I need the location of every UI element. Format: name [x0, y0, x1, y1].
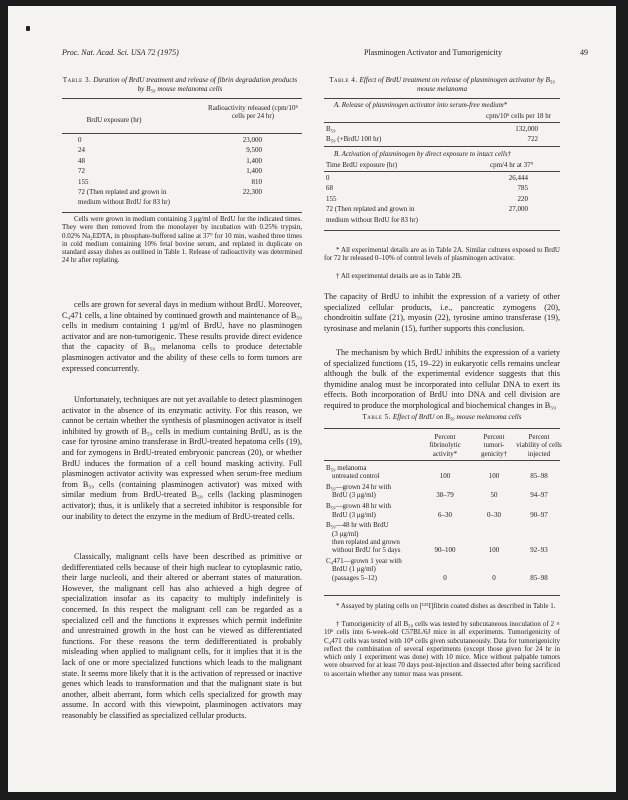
table5-row-label: B₅₉—grown 48 hr with	[326, 502, 391, 511]
table5-label: Table 5.	[362, 413, 392, 421]
left-paragraph-3: Classically, malignant cells have been described as primitive or dedifferentiated cells because of their high nuclear to cytoplasmic ratio, their large nucleoli, and their altered or aberrant states of maturation. However, the malignant cell has also achieved a high degree of specialization insofar as its capacity to multiply indefinitely is concerned. In this respect the malignant cell can be regarded as a specialized cell and the functions it expresses which permit indefinite and unrestrained growth in the host can be viewed as differentiated functions. For these reasons the term dedifferentiated is probably misleading when applied to malignant cells, for it implies that it is the lack of one or more specialized functions which leads to the malignant state. It seems more likely that it is the activation of repressed or inactive genes which leads to transformation and that the malignant state is but another, albeit aberrant, form which cells specialized for growth may assume. In accord with this viewpoint, plasminogen activators may reasonably be classified as specialized cellular products.	[62, 552, 302, 720]
table3-col1-header: BrdU exposure (hr)	[86, 116, 142, 124]
table4-section-a-title: A. Release of plasminogen activator into serum-free medium*	[334, 101, 508, 109]
table4b-row-label: 68	[326, 184, 333, 193]
table5-row-label: B₅₉—grown 24 hr with	[326, 483, 391, 492]
table5-row-tumorigenicity: 50	[490, 491, 498, 500]
scan-mark	[26, 26, 30, 31]
table4-section-b-col1: Time BrdU exposure (hr)	[326, 161, 398, 169]
table4b-row-value: 220	[517, 194, 528, 203]
table4-b-rule	[324, 171, 560, 172]
table4a-row-label: B₅₉	[326, 125, 336, 133]
table3-caption	[60, 76, 300, 93]
table3-top-rule	[62, 98, 302, 99]
table3-header-rule	[62, 133, 302, 134]
table5-row-fibrinolytic: 6–30	[438, 510, 452, 519]
table4-a-end-rule	[324, 146, 560, 147]
table3-row-value: 22,300	[242, 188, 262, 196]
table5-row-viability: 94–97	[530, 491, 548, 500]
table4-title: Effect of BrdU treatment on release of plasminogen activator by B₅₉ mouse melanoma	[359, 76, 555, 93]
table4-label: Table 4.	[329, 76, 358, 84]
table3-bottom-rule	[62, 212, 302, 213]
table5-row-label: BrdU (1 μg/ml)	[332, 565, 376, 574]
left-paragraph-1: cells are grown for several days in medium without BrdU. Moreover, C₄471 cells, a line obtained by continued growth and maintenance of B₅₉ cells in medium containing 1 μg/ml of BrdU, have no plasminogen activator and are non-tumorigenic. These results provide direct evidence that the capacity of B₅₉ melanoma cells to produce detectable plasminogen activator and the ability of these cells to form tumors are expressed concurrently.	[62, 300, 302, 373]
table4-footnote-1: * All experimental details are as in Table 2A. Similar cultures exposed to BrdU for 72 hr released 0–10% of control levels of plasminogen activator.	[324, 246, 560, 263]
page-number: 49	[580, 48, 588, 57]
journal-page	[8, 6, 616, 792]
table5-col-tumorigenicity: Percent tumori-genicity†	[480, 433, 508, 458]
table3-label: Table 3.	[62, 76, 92, 84]
table5-row-tumorigenicity: 0–30	[487, 510, 501, 519]
table3-footnote: Cells were grown in medium containing 3 μg/ml of BrdU for the indicated times. They were then removed from the monolayer by incubation with 0.25% trypsin, 0.02% Na₂EDTA, in phosphate-buffered saline at 37° for 10 min, washed three times in cold medium containing 10% fetal bovine serum, and replated in duplicate on standard assay dishes as outlined in Table 1. Release of radioactivity was determined 24 hr after replating.	[62, 215, 302, 265]
table5-title: Effect of BrdU on B₅₉ mouse melanoma cells	[392, 413, 522, 421]
table3-row-exposure: 24	[78, 146, 85, 155]
table3-row-exposure: 72 (Then replated and grown in	[78, 188, 167, 196]
table4-footnote-2: † All experimental details are as in Table 2B.	[336, 272, 462, 280]
table5-row-viability: 90–97	[530, 510, 548, 519]
table5-row-viability: 92–93	[530, 546, 548, 555]
table3-row-exposure: 72	[78, 167, 85, 176]
table3-row-value: 1,400	[246, 156, 262, 165]
right-paragraph-1: The capacity of BrdU to inhibit the expression of a variety of other specialized cellular products, i.e., pancreatic zymogens (20), chondroitin sulfate (21), myosin (22), tyrosine amino transferase (19), tyrosinase and melanin (15), further supports this conclusion.	[324, 292, 560, 333]
table4-caption	[324, 76, 560, 93]
table5-footnote-1: * Assayed by plating cells on [¹²⁵I]fibrin coated dishes as described in Table 1.	[336, 602, 556, 610]
table5-row-fibrinolytic: 100	[439, 472, 451, 481]
table5-row-fibrinolytic: 90–100	[434, 546, 456, 555]
table3-row-value: 1,400	[246, 167, 262, 176]
table5-row-label: (passages 5–12)	[332, 573, 377, 582]
table4-top-rule	[324, 98, 560, 99]
table5-row-label: BrdU (3 μg/ml)	[332, 510, 376, 519]
table5-row-viability: 85–98	[530, 573, 548, 582]
table3-row-exposure: 48	[78, 156, 85, 165]
table5-row-label: untreated control	[332, 472, 380, 481]
table4-a-rule	[324, 122, 560, 123]
table3-row-exposure: 155	[78, 177, 89, 186]
table5-row-tumorigenicity: 100	[488, 546, 500, 555]
table5-row-tumorigenicity: 0	[492, 573, 496, 582]
table5-caption	[324, 413, 560, 422]
table4b-row-value: 27,000	[508, 205, 528, 214]
table5-row-label: B₅₉—48 hr with BrdU	[326, 521, 389, 530]
table4-section-a-unit: cpm/10⁶ cells per 18 hr	[486, 112, 552, 120]
table4-section-b-title: B. Activation of plasminogen by direct exposure to intact cells†	[334, 150, 512, 158]
table4b-row-label: medium without BrdU for 83 hr)	[326, 215, 418, 224]
table4b-row-value: 26,444	[508, 174, 528, 182]
table5-bottom-rule	[324, 595, 560, 596]
table5-row-label: (3 μg/ml)	[332, 529, 359, 538]
table5-header-rule	[324, 460, 560, 461]
table4b-row-label: 72 (Then replated and grown in	[326, 205, 415, 214]
table4b-row-label: 155	[326, 194, 337, 203]
table5-row-label: C₄471—grown 1 year with	[326, 557, 402, 565]
table4a-row-value: 132,000	[515, 125, 538, 133]
table5-row-label: B₅₉ melanoma	[326, 464, 367, 472]
left-paragraph-2: Unfortunately, techniques are not yet available to detect plasminogen activator in the absence of its enzymatic activity. For this reason, we cannot be certain whether the synthesis of plasminogen activator is itself inhibited by growth of B₅₉ cells in medium containing BrdU, as is the case for tyrosine amino transferase in BrdU-treated hepatoma cells (19), and for zymogens in BrdU-treated embryonic pancreas (20), or whether BrdU induces the formation of a cell bound masking activity. Full plasminogen activator activity was expressed when serum-free medium from B₅₉ cells (containing plasminogen activator) was mixed with similar medium from BrdU-treated B₅₉ cells (lacking plasminogen activator); thus, it is unlikely that a secreted inhibitor is responsible for our inability to detect the enzyme in the medium of BrdU-treated cells.	[62, 395, 302, 521]
table5-footnote-2: † Tumorigenicity of all B₅₉ cells was tested by subcutaneous inoculation of 2 × 10⁶ cells into 6-week-old C57BL/6J mice in all experiments. Tumorigenicity of C₄471 cells was tested with 10⁸ cells given subcutaneously. Data for tumorigenicity reflect the combination of several experiments (except those given for 24 hr in which only 1 experiment was done) with 10 mice. Mice without palpable tumors were observed for at least 70 days post-injection and dissected after being sacrificed to ascertain whether any tumor mass was present.	[324, 620, 560, 678]
running-title: Plasminogen Activator and Tumorigenicity	[364, 48, 502, 57]
table5-col-fibrinolytic: Percent fibrinolytic activity*	[429, 433, 461, 458]
table4a-row-value: 722	[527, 135, 538, 143]
table3-col2-header: Radioactivity released (cpm/10⁶ cells per 24 hr)	[208, 104, 298, 121]
table4a-row-label: B₅₉ (+BrdU 100 hr)	[326, 135, 382, 143]
table5-row-label: without BrdU for 5 days	[332, 546, 401, 555]
table5-col-viability: Percent viability of cells injected	[516, 433, 562, 458]
table3-row-exposure: medium without BrdU for 83 hr)	[78, 198, 170, 207]
table4-section-b-col2: cpm/4 hr at 37°	[490, 161, 534, 169]
table5-top-rule	[324, 428, 560, 429]
table3-title: Duration of BrdU treatment and release of fibrin degradation products by B₅₉ mouse melanoma cells	[93, 76, 298, 93]
journal-citation: Proc. Nat. Acad. Sci. USA 72 (1975)	[62, 48, 179, 57]
table4-bottom-rule	[324, 230, 560, 231]
table4b-row-value: 785	[517, 184, 528, 193]
table5-row-tumorigenicity: 100	[488, 472, 500, 481]
table5-row-label: then replated and grown	[332, 537, 400, 546]
table5-row-viability: 85–98	[530, 472, 548, 481]
table5-row-label: BrdU (3 μg/ml)	[332, 491, 376, 500]
table5-row-fibrinolytic: 0	[443, 573, 447, 582]
right-paragraph-2: The mechanism by which BrdU inhibits the expression of a variety of specialized functions (15, 19–22) in eukaryotic cells remains unclear although the bulk of the experimental evidence suggests that this thymidine analog must be incorporated into cellular DNA to exert its effects. Both incorporation of BrdU into DNA and cell division are required to produce the morphological and biochemical changes in B₅₉	[324, 348, 560, 410]
table3-row-value: 9,500	[246, 146, 262, 155]
table3-row-value: 810	[251, 177, 262, 186]
table3-row-exposure: 0	[78, 136, 82, 144]
table4b-row-label: 0	[326, 174, 330, 182]
table5-row-fibrinolytic: 38–79	[436, 491, 454, 500]
table3-row-value: 23,000	[242, 136, 262, 144]
